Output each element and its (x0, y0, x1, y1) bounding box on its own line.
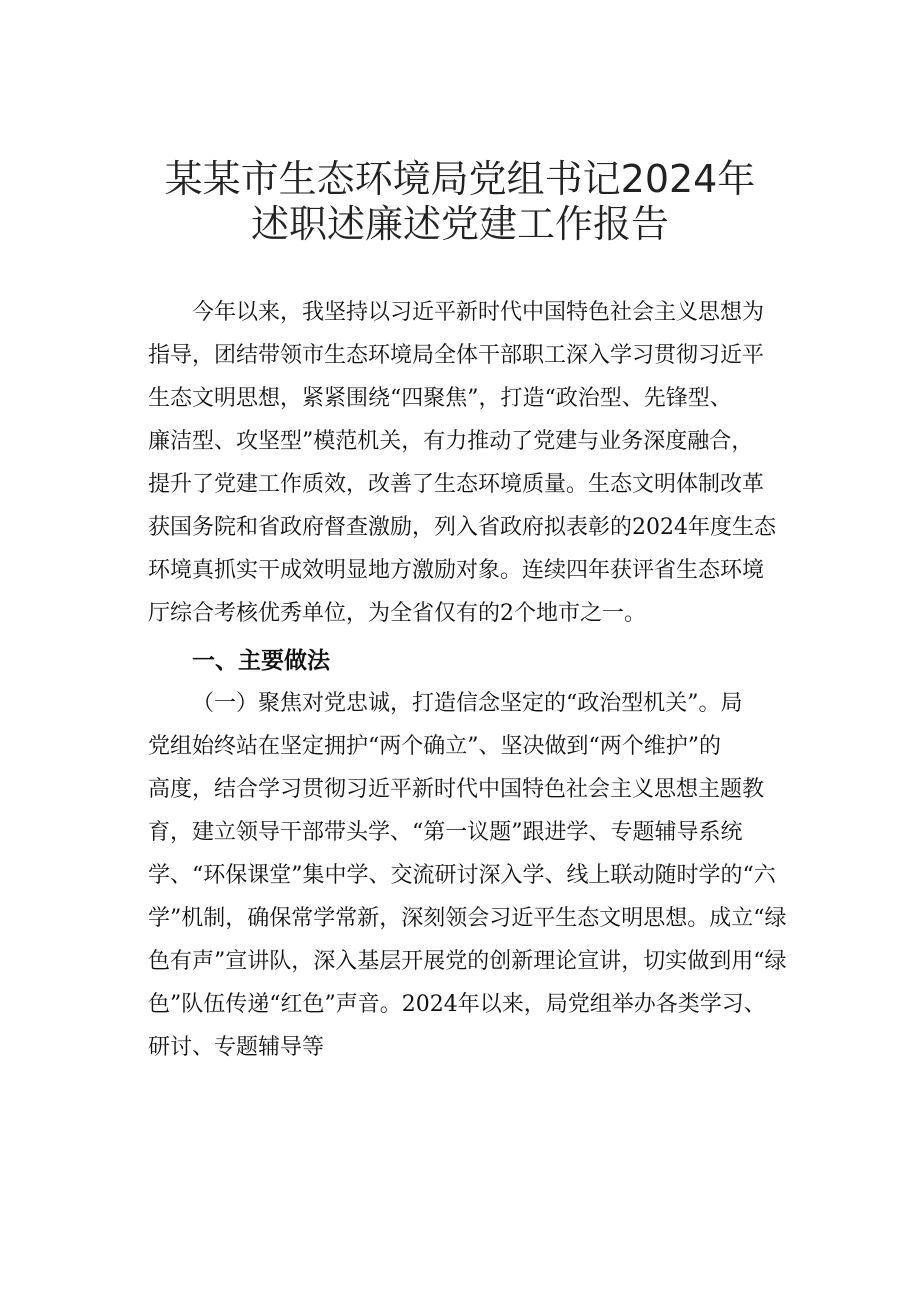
paragraph-line: 学”机制，确保常学常新，深刻领会习近平生态文明思想。成立“绿 (148, 906, 787, 931)
document-title-line-1: 某某市生态环境局党组书记2024年 (164, 157, 756, 201)
paragraph-line: 今年以来，我坚持以习近平新时代中国特色社会主义思想为 (192, 300, 765, 325)
paragraph-line: 环境真抓实干成效明显地方激励对象。连续四年获评省生态环境 (148, 558, 765, 583)
paragraph-line: 厅综合考核优秀单位，为全省仅有的2个地市之一。 (148, 601, 646, 626)
section-heading: 一、主要做法 (192, 648, 330, 674)
paragraph-line: 生态文明思想，紧紧围绕“四聚焦”，打造“政治型、先锋型、 (148, 386, 732, 411)
paragraph-line: 提升了党建工作质效，改善了生态环境质量。生态文明体制改革 (148, 472, 765, 497)
paragraph-line: （一）聚焦对党忠诚，打造信念坚定的“政治型机关”。局 (192, 691, 743, 716)
paragraph-line: 育，建立领导干部带头学、“第一议题”跟进学、专题辅导系统 (148, 820, 743, 845)
paragraph-line: 研讨、专题辅导等 (148, 1035, 325, 1060)
paragraph-line: 高度，结合学习贯彻习近平新时代中国特色社会主义思想主题教 (148, 777, 765, 802)
paragraph-line: 党组始终站在坚定拥护“两个确立”、坚决做到“两个维护”的 (148, 734, 721, 759)
paragraph-line: 廉洁型、攻坚型”模范机关，有力推动了党建与业务深度融合， (148, 429, 754, 454)
paragraph-line: 色”队伍传递“红色”声音。2024年以来，局党组举办各类学习、 (148, 992, 766, 1017)
document-title-line-2: 述职述廉述党建工作报告 (250, 202, 669, 246)
paragraph-line: 学、“环保课堂”集中学、交流研讨深入学、线上联动随时学的“六 (148, 863, 776, 888)
paragraph-line: 色有声”宣讲队，深入基层开展党的创新理论宣讲，切实做到用“绿 (148, 949, 787, 974)
paragraph-line: 指导，团结带领市生态环境局全体干部职工深入学习贯彻习近平 (148, 343, 765, 368)
paragraph-line: 获国务院和省政府督查激励，列入省政府拟表彰的2024年度生态 (148, 515, 776, 540)
